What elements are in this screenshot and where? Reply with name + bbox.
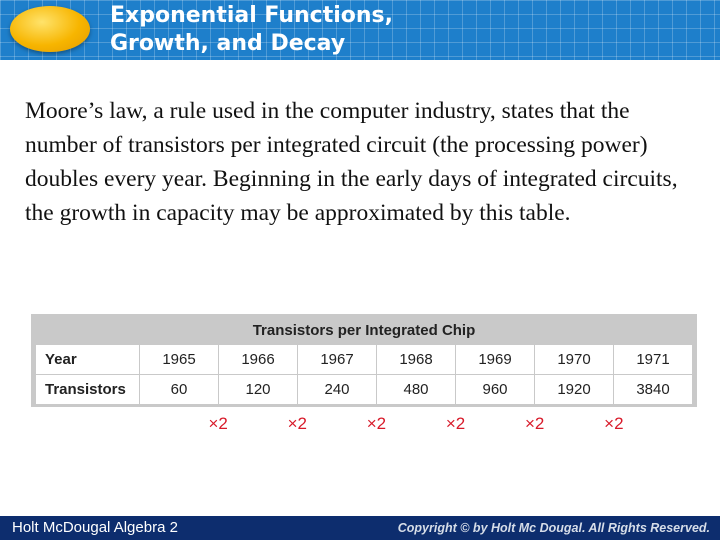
row-label: Year [36, 345, 140, 375]
table-cell: 1920 [535, 375, 614, 405]
body-paragraph: Moore’s law, a rule used in the computer industry, states that the number of transistors per integrated circuit (the processing power) doubles every year. Beginning in the early days of integrated circuits, the growth in capacity may be approximated by this table. [25, 98, 678, 226]
footer-bar [0, 516, 720, 540]
data-table [35, 344, 693, 405]
multiplier-label: ×2 [445, 414, 466, 433]
page-title: Exponential Functions, Growth, and Decay [110, 3, 394, 56]
multiplier-label: ×2 [208, 414, 228, 433]
footer-copyright: Copyright © by Holt Mc Dougal. All Rights Reserved. [397, 521, 710, 535]
table-caption: Transistors per Integrated Chip [35, 318, 693, 344]
table-cell: 1966 [219, 345, 298, 375]
table-body [36, 345, 693, 405]
table-cell: 1971 [614, 345, 693, 375]
data-table-frame [31, 314, 697, 407]
table-cell: 60 [140, 375, 219, 405]
multiplier-label: ×2 [604, 414, 624, 433]
table-cell: 960 [456, 375, 535, 405]
table-cell: 240 [298, 375, 377, 405]
table-cell: 3840 [614, 375, 693, 405]
header-band [0, 0, 720, 60]
table-cell: 1967 [298, 345, 377, 375]
table-cell: 1968 [377, 345, 456, 375]
table-cell: 480 [377, 375, 456, 405]
header-oval-icon [10, 6, 90, 52]
multiplier-label: ×2 [525, 414, 545, 433]
footer-book-title: Holt McDougal Algebra 2 [12, 519, 178, 536]
table-row [36, 345, 693, 375]
table-cell: 1965 [140, 345, 219, 375]
multiplier-label: ×2 [366, 414, 387, 433]
row-label: Transistors [36, 375, 140, 405]
table-row [36, 375, 693, 405]
table-cell: 1970 [535, 345, 614, 375]
table-cell: 120 [219, 375, 298, 405]
multiplier-row [0, 410, 720, 438]
multiplier-label: ×2 [287, 414, 307, 433]
table-cell: 1969 [456, 345, 535, 375]
